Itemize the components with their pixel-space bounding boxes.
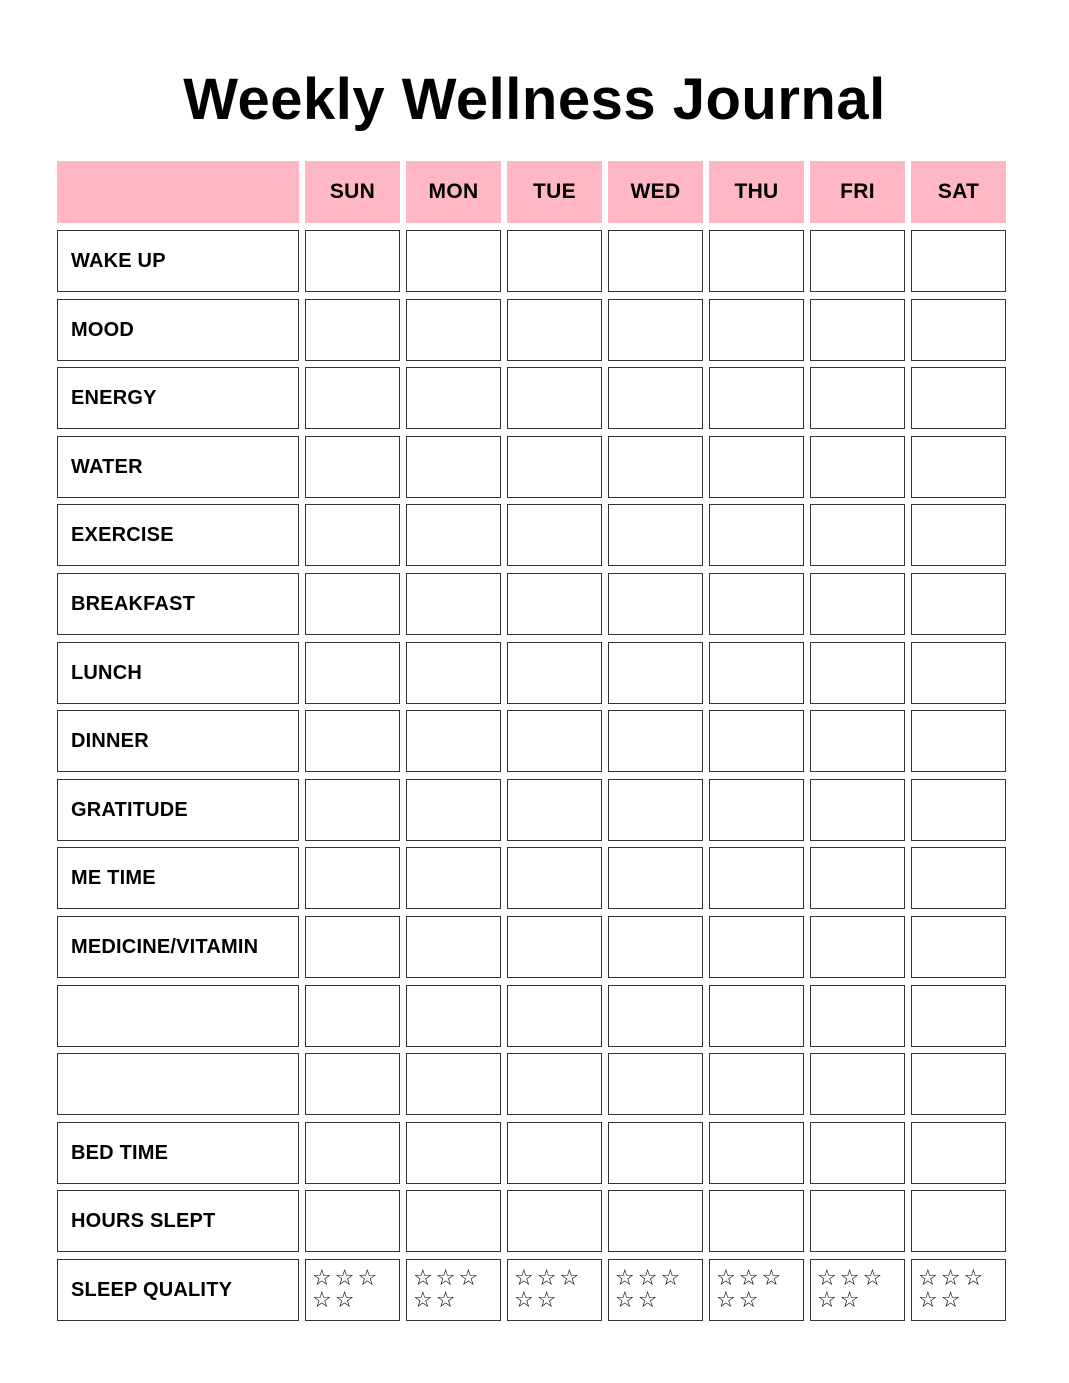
entry-exercise-thu[interactable] — [709, 504, 804, 566]
header-corner — [57, 161, 299, 223]
entry-dinner-thu[interactable] — [709, 710, 804, 772]
entry-water-mon[interactable] — [406, 436, 501, 498]
entry-breakfast-sun[interactable] — [305, 573, 400, 635]
entry-lunch-fri[interactable] — [810, 642, 905, 704]
star-outline-icon[interactable]: ☆ — [817, 1288, 840, 1313]
page-title: Weekly Wellness Journal — [183, 67, 886, 132]
star-outline-icon[interactable]: ☆ — [940, 1288, 964, 1313]
entry-bed-time-thu[interactable] — [709, 1122, 804, 1184]
star-outline-icon[interactable]: ☆ — [738, 1288, 762, 1313]
entry-breakfast-sat[interactable] — [911, 573, 1006, 635]
entry-blank-11-fri[interactable] — [810, 985, 905, 1047]
entry-dinner-fri[interactable] — [810, 710, 905, 772]
row-label-water: WATER — [57, 436, 299, 498]
star-outline-icon[interactable]: ☆ — [637, 1266, 661, 1291]
entry-water-sat[interactable] — [911, 436, 1006, 498]
row-label-mood: MOOD — [57, 299, 299, 361]
row-label-dinner: DINNER — [57, 710, 299, 772]
entry-gratitude-tue[interactable] — [507, 779, 602, 841]
entry-medicine-vitamin-sat[interactable] — [911, 916, 1006, 978]
entry-blank-12-sun[interactable] — [305, 1053, 400, 1115]
entry-water-tue[interactable] — [507, 436, 602, 498]
header-day-sat: SAT — [911, 161, 1006, 223]
entry-energy-sat[interactable] — [911, 367, 1006, 429]
star-rating-wed[interactable] — [608, 1259, 703, 1321]
row-label-exercise: EXERCISE — [57, 504, 299, 566]
row-label-wake-up: WAKE UP — [57, 230, 299, 292]
star-outline-icon[interactable]: ☆ — [357, 1266, 381, 1291]
entry-mood-tue[interactable] — [507, 299, 602, 361]
entry-blank-11-mon[interactable] — [406, 985, 501, 1047]
star-rating-fri[interactable] — [810, 1259, 905, 1321]
header-day-mon: MON — [406, 161, 501, 223]
entry-dinner-mon[interactable] — [406, 710, 501, 772]
row-label-hours-slept: HOURS SLEPT — [57, 1190, 299, 1252]
entry-mood-wed[interactable] — [608, 299, 703, 361]
entry-breakfast-mon[interactable] — [406, 573, 501, 635]
entry-water-wed[interactable] — [608, 436, 703, 498]
entry-breakfast-fri[interactable] — [810, 573, 905, 635]
entry-dinner-sun[interactable] — [305, 710, 400, 772]
entry-exercise-sun[interactable] — [305, 504, 400, 566]
entry-water-sun[interactable] — [305, 436, 400, 498]
entry-mood-mon[interactable] — [406, 299, 501, 361]
entry-lunch-tue[interactable] — [507, 642, 602, 704]
entry-bed-time-sun[interactable] — [305, 1122, 400, 1184]
star-outline-icon[interactable]: ☆ — [334, 1288, 358, 1313]
entry-gratitude-fri[interactable] — [810, 779, 905, 841]
entry-blank-12-thu[interactable] — [709, 1053, 804, 1115]
entry-me-time-sun[interactable] — [305, 847, 400, 909]
entry-gratitude-sat[interactable] — [911, 779, 1006, 841]
entry-wake-up-mon[interactable] — [406, 230, 501, 292]
entry-medicine-vitamin-wed[interactable] — [608, 916, 703, 978]
entry-energy-tue[interactable] — [507, 367, 602, 429]
entry-me-time-mon[interactable] — [406, 847, 501, 909]
entry-hours-slept-mon[interactable] — [406, 1190, 501, 1252]
entry-lunch-sat[interactable] — [911, 642, 1006, 704]
entry-exercise-fri[interactable] — [810, 504, 905, 566]
entry-water-fri[interactable] — [810, 436, 905, 498]
header-day-tue: TUE — [507, 161, 602, 223]
star-outline-icon[interactable]: ☆ — [839, 1288, 863, 1313]
entry-me-time-tue[interactable] — [507, 847, 602, 909]
entry-exercise-mon[interactable] — [406, 504, 501, 566]
row-label-breakfast: BREAKFAST — [57, 573, 299, 635]
row-label-gratitude: GRATITUDE — [57, 779, 299, 841]
entry-exercise-tue[interactable] — [507, 504, 602, 566]
row-label-energy: ENERGY — [57, 367, 299, 429]
entry-blank-12-wed[interactable] — [608, 1053, 703, 1115]
star-outline-icon[interactable]: ☆ — [615, 1288, 638, 1313]
entry-hours-slept-fri[interactable] — [810, 1190, 905, 1252]
entry-bed-time-wed[interactable] — [608, 1122, 703, 1184]
star-outline-icon[interactable]: ☆ — [940, 1266, 964, 1291]
star-outline-icon[interactable]: ☆ — [458, 1266, 482, 1291]
row-label-medicine-vitamin: MEDICINE/VITAMIN — [57, 916, 299, 978]
entry-medicine-vitamin-tue[interactable] — [507, 916, 602, 978]
row-label-me-time: ME TIME — [57, 847, 299, 909]
entry-breakfast-thu[interactable] — [709, 573, 804, 635]
entry-breakfast-wed[interactable] — [608, 573, 703, 635]
star-outline-icon[interactable]: ☆ — [862, 1266, 886, 1291]
entry-gratitude-wed[interactable] — [608, 779, 703, 841]
star-outline-icon[interactable]: ☆ — [435, 1288, 459, 1313]
entry-exercise-sat[interactable] — [911, 504, 1006, 566]
star-outline-icon[interactable]: ☆ — [514, 1266, 537, 1291]
star-outline-icon[interactable]: ☆ — [716, 1288, 739, 1313]
entry-gratitude-thu[interactable] — [709, 779, 804, 841]
entry-blank-11-thu[interactable] — [709, 985, 804, 1047]
entry-dinner-tue[interactable] — [507, 710, 602, 772]
star-outline-icon[interactable]: ☆ — [918, 1266, 941, 1291]
star-outline-icon[interactable]: ☆ — [312, 1266, 335, 1291]
entry-blank-11-tue[interactable] — [507, 985, 602, 1047]
entry-blank-11-wed[interactable] — [608, 985, 703, 1047]
entry-mood-fri[interactable] — [810, 299, 905, 361]
row-label-sleep-quality: SLEEP QUALITY — [57, 1259, 299, 1321]
entry-bed-time-mon[interactable] — [406, 1122, 501, 1184]
star-outline-icon[interactable]: ☆ — [514, 1288, 537, 1313]
star-outline-icon[interactable]: ☆ — [615, 1266, 638, 1291]
star-outline-icon[interactable]: ☆ — [312, 1288, 335, 1313]
star-outline-icon[interactable]: ☆ — [738, 1266, 762, 1291]
entry-mood-sun[interactable] — [305, 299, 400, 361]
entry-breakfast-tue[interactable] — [507, 573, 602, 635]
star-outline-icon[interactable]: ☆ — [559, 1266, 583, 1291]
entry-wake-up-tue[interactable] — [507, 230, 602, 292]
entry-lunch-wed[interactable] — [608, 642, 703, 704]
star-rating-tue[interactable] — [507, 1259, 602, 1321]
entry-energy-wed[interactable] — [608, 367, 703, 429]
entry-lunch-thu[interactable] — [709, 642, 804, 704]
entry-me-time-sat[interactable] — [911, 847, 1006, 909]
header-day-thu: THU — [709, 161, 804, 223]
entry-wake-up-wed[interactable] — [608, 230, 703, 292]
row-label-bed-time: BED TIME — [57, 1122, 299, 1184]
entry-lunch-mon[interactable] — [406, 642, 501, 704]
entry-hours-slept-wed[interactable] — [608, 1190, 703, 1252]
entry-blank-11-sat[interactable] — [911, 985, 1006, 1047]
star-outline-icon[interactable]: ☆ — [817, 1266, 840, 1291]
star-outline-icon[interactable]: ☆ — [413, 1266, 436, 1291]
entry-bed-time-fri[interactable] — [810, 1122, 905, 1184]
entry-hours-slept-tue[interactable] — [507, 1190, 602, 1252]
star-outline-icon[interactable]: ☆ — [716, 1266, 739, 1291]
entry-mood-sat[interactable] — [911, 299, 1006, 361]
entry-bed-time-tue[interactable] — [507, 1122, 602, 1184]
entry-medicine-vitamin-sun[interactable] — [305, 916, 400, 978]
entry-energy-sun[interactable] — [305, 367, 400, 429]
entry-medicine-vitamin-thu[interactable] — [709, 916, 804, 978]
entry-exercise-wed[interactable] — [608, 504, 703, 566]
header-day-wed: WED — [608, 161, 703, 223]
star-rating-thu[interactable] — [709, 1259, 804, 1321]
star-outline-icon[interactable]: ☆ — [334, 1266, 358, 1291]
entry-dinner-wed[interactable] — [608, 710, 703, 772]
entry-me-time-wed[interactable] — [608, 847, 703, 909]
star-outline-icon[interactable]: ☆ — [413, 1288, 436, 1313]
star-outline-icon[interactable]: ☆ — [536, 1266, 560, 1291]
star-outline-icon[interactable]: ☆ — [660, 1266, 684, 1291]
star-outline-icon[interactable]: ☆ — [637, 1288, 661, 1313]
entry-bed-time-sat[interactable] — [911, 1122, 1006, 1184]
row-label-blank-12[interactable] — [57, 1053, 299, 1115]
star-outline-icon[interactable]: ☆ — [761, 1266, 785, 1291]
star-outline-icon[interactable]: ☆ — [536, 1288, 560, 1313]
entry-energy-fri[interactable] — [810, 367, 905, 429]
entry-wake-up-thu[interactable] — [709, 230, 804, 292]
star-outline-icon[interactable]: ☆ — [839, 1266, 863, 1291]
entry-hours-slept-thu[interactable] — [709, 1190, 804, 1252]
star-rating-sat[interactable] — [911, 1259, 1006, 1321]
entry-energy-thu[interactable] — [709, 367, 804, 429]
entry-gratitude-mon[interactable] — [406, 779, 501, 841]
entry-wake-up-sun[interactable] — [305, 230, 400, 292]
row-label-lunch: LUNCH — [57, 642, 299, 704]
entry-wake-up-fri[interactable] — [810, 230, 905, 292]
entry-energy-mon[interactable] — [406, 367, 501, 429]
row-label-blank-11[interactable] — [57, 985, 299, 1047]
entry-mood-thu[interactable] — [709, 299, 804, 361]
header-day-sun: SUN — [305, 161, 400, 223]
entry-water-thu[interactable] — [709, 436, 804, 498]
star-outline-icon[interactable]: ☆ — [918, 1288, 941, 1313]
star-rating-sun[interactable] — [305, 1259, 400, 1321]
star-rating-mon[interactable] — [406, 1259, 501, 1321]
star-outline-icon[interactable]: ☆ — [963, 1266, 987, 1291]
entry-blank-11-sun[interactable] — [305, 985, 400, 1047]
entry-wake-up-sat[interactable] — [911, 230, 1006, 292]
entry-me-time-fri[interactable] — [810, 847, 905, 909]
entry-blank-12-mon[interactable] — [406, 1053, 501, 1115]
entry-me-time-thu[interactable] — [709, 847, 804, 909]
entry-hours-slept-sat[interactable] — [911, 1190, 1006, 1252]
star-outline-icon[interactable]: ☆ — [435, 1266, 459, 1291]
entry-blank-12-sat[interactable] — [911, 1053, 1006, 1115]
entry-gratitude-sun[interactable] — [305, 779, 400, 841]
entry-medicine-vitamin-mon[interactable] — [406, 916, 501, 978]
entry-medicine-vitamin-fri[interactable] — [810, 916, 905, 978]
entry-hours-slept-sun[interactable] — [305, 1190, 400, 1252]
entry-dinner-sat[interactable] — [911, 710, 1006, 772]
header-day-fri: FRI — [810, 161, 905, 223]
entry-blank-12-fri[interactable] — [810, 1053, 905, 1115]
entry-blank-12-tue[interactable] — [507, 1053, 602, 1115]
entry-lunch-sun[interactable] — [305, 642, 400, 704]
